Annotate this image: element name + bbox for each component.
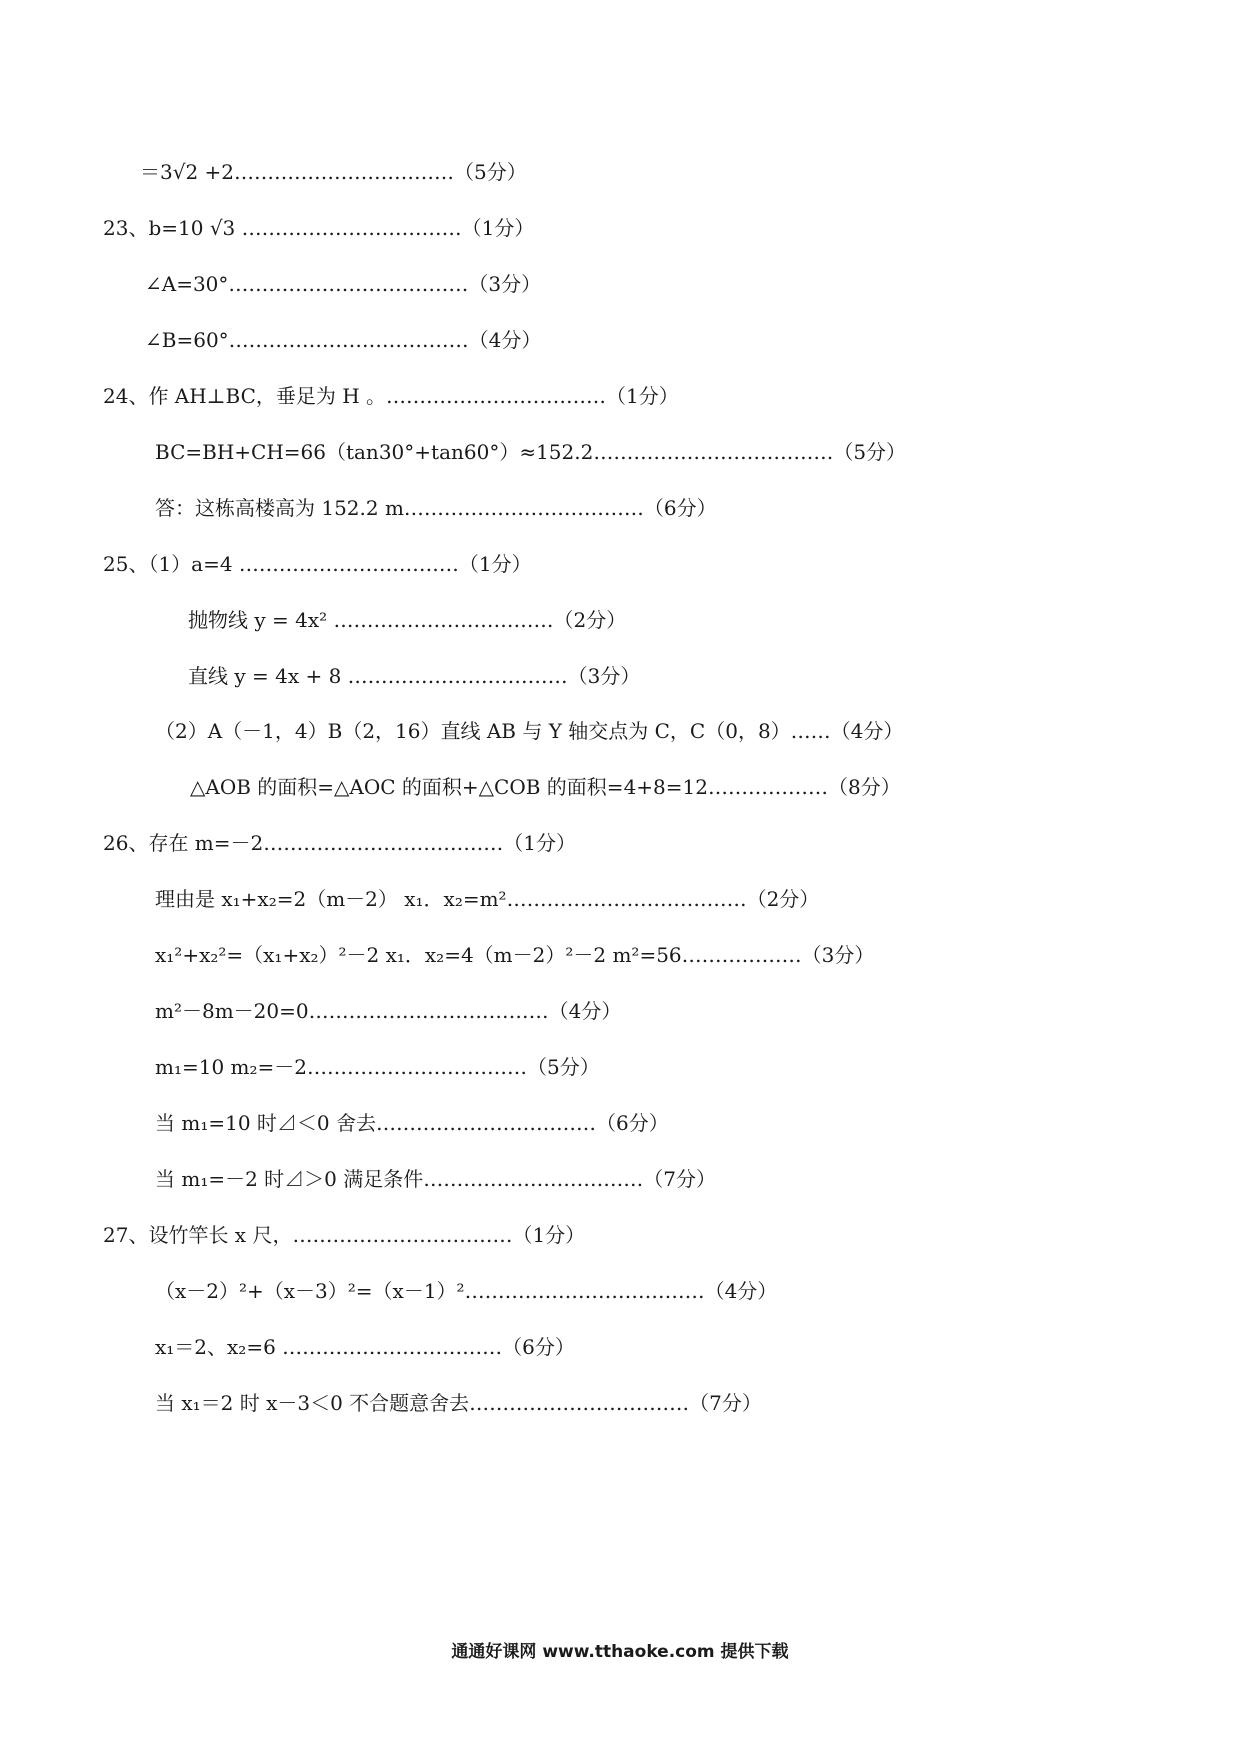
answer-line-16: m²－8m－20=0………………………………（4分） [155, 999, 622, 1023]
answer-line-21: （x－2）²+（x－3）²=（x－1）²………………………………（4分） [155, 1279, 778, 1303]
answer-line-19: 当 m₁=－2 时⊿＞0 满足条件……………………………（7分） [155, 1167, 716, 1191]
answer-line-3: ∠A=30°………………………………（3分） [145, 272, 542, 296]
answer-line-14: 理由是 x₁+x₂=2（m－2） x₁．x₂=m²………………………………（2分） [155, 887, 820, 911]
answer-line-22: x₁＝2、x₂=6 ……………………………（6分） [155, 1335, 575, 1359]
answer-line-20: 27、设竹竿长 x 尺，……………………………（1分） [103, 1223, 586, 1247]
answer-line-13: 26、存在 m=－2………………………………（1分） [103, 831, 576, 855]
answer-line-6: BC=BH+CH=66（tan30°+tan60°）≈152.2………………………………（5分） [155, 440, 907, 464]
answer-line-23: 当 x₁＝2 时 x－3＜0 不合题意舍去……………………………（7分） [155, 1391, 762, 1415]
footer-credit: 通通好课网 www.tthaoke.com 提供下载 [451, 1642, 789, 1662]
answer-line-4: ∠B=60°………………………………（4分） [145, 328, 542, 352]
answer-line-15: x₁²+x₂²=（x₁+x₂）²－2 x₁．x₂=4（m－2）²－2 m²=56………………（3分） [155, 943, 875, 967]
answer-line-10: 直线 y = 4x + 8 ……………………………（3分） [188, 664, 641, 688]
answer-line-7: 答：这栋高楼高为 152.2 m………………………………（6分） [155, 496, 717, 520]
answer-line-11: （2）A（－1，4）B（2，16）直线 AB 与 Y 轴交点为 C，C（0，8）……（4分） [155, 719, 904, 743]
answer-line-9: 抛物线 y = 4x² ……………………………（2分） [188, 608, 627, 632]
answer-line-12: △AOB 的面积=△AOC 的面积+△COB 的面积=4+8=12………………（8分） [190, 775, 901, 799]
answer-line-18: 当 m₁=10 时⊿＜0 舍去……………………………（6分） [155, 1111, 669, 1135]
answer-line-5: 24、作 AH⊥BC，垂足为 H 。……………………………（1分） [103, 384, 679, 408]
answer-line-1: ＝3√2 +2……………………………（5分） [140, 160, 527, 184]
answer-line-2: 23、b=10 √3 ……………………………（1分） [103, 216, 535, 240]
answer-line-8: 25、（1）a=4 ……………………………（1分） [103, 552, 532, 576]
answer-line-17: m₁=10 m₂=－2……………………………（5分） [155, 1055, 600, 1079]
